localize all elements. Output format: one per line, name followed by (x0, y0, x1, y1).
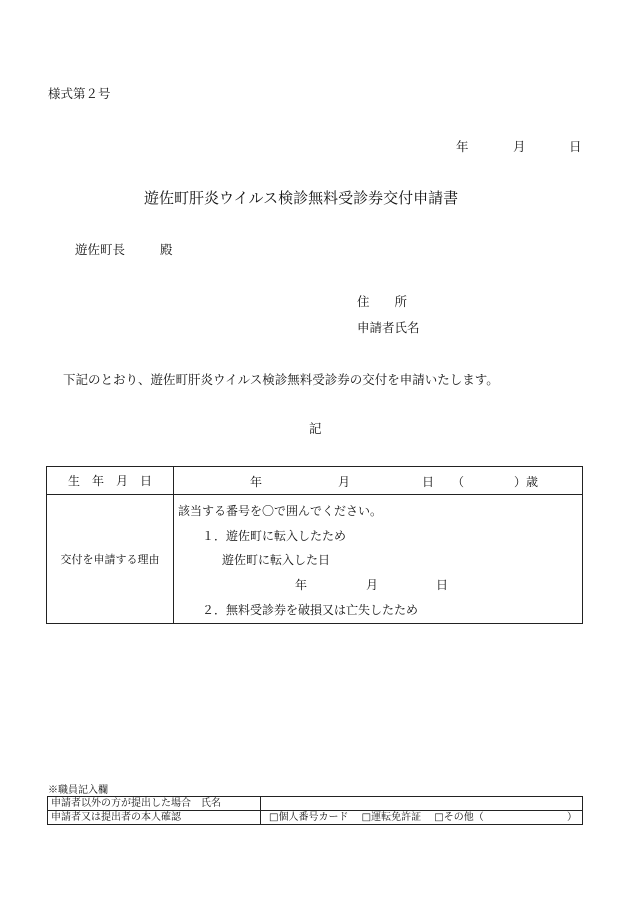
option-1-year: 年 (295, 578, 308, 592)
option-1-day: 日 (436, 578, 449, 592)
instruction-text: 該当する番号を〇で囲んでください。 (178, 504, 383, 518)
age-label: ）歳 (514, 475, 539, 489)
submitter-value-cell (261, 797, 583, 811)
identity-options-cell (261, 811, 583, 825)
addressee-name: 遊佐町長 (75, 242, 126, 257)
reason-row (47, 495, 583, 624)
request-statement: 下記のとおり、遊佐町肝炎ウイルス検診無料受診券の交付を申請いたします。 (63, 372, 499, 387)
form-number: 様式第２号 (48, 86, 111, 101)
staff-row-submitter (48, 797, 583, 811)
age-open-paren: （ (452, 475, 465, 489)
reason-label-cell (47, 495, 174, 624)
staff-row-identity (48, 811, 583, 825)
addressee-honorific: 殿 (160, 242, 173, 257)
submitter-label-cell (48, 797, 261, 811)
birthdate-label: 生 年 月 日 (67, 474, 152, 488)
applicant-name-label: 申請者氏名 (357, 320, 420, 335)
staff-table (47, 796, 583, 825)
date-year: 年 (456, 139, 469, 154)
option-1-month: 月 (366, 578, 379, 592)
reason-label: 交付を申請する理由 (60, 553, 160, 566)
ki-heading: 記 (309, 421, 322, 436)
address-label: 住 所 (357, 294, 408, 309)
option-1: １．遊佐町に転入したため (202, 529, 347, 543)
birth-day-label: 日 (422, 475, 435, 489)
option-2: ２．無料受診券を破損又は亡失したため (202, 603, 419, 617)
application-table (46, 466, 583, 624)
birthdate-value-cell (174, 467, 583, 495)
other-close-paren: ） (567, 812, 577, 823)
birth-year-label: 年 (250, 475, 263, 489)
identity-label: 申請者又は提出者の本人確認 (51, 812, 181, 823)
date-month: 月 (513, 139, 526, 154)
document-title: 遊佐町肝炎ウイルス検診無料受診券交付申請書 (144, 189, 459, 207)
birthdate-label-cell (47, 467, 174, 495)
submitter-label: 申請者以外の方が提出した場合 氏名 (51, 798, 221, 809)
birthdate-row (47, 467, 583, 495)
option-1-subtext: 遊佐町に転入した日 (222, 553, 331, 567)
reason-content-cell (174, 495, 583, 624)
staff-section-heading: ※職員記入欄 (48, 785, 108, 796)
checkbox-my-number-card: □個人番号カード (269, 812, 349, 823)
birth-month-label: 月 (338, 475, 351, 489)
identity-label-cell (48, 811, 261, 825)
checkbox-drivers-license: □運転免許証 (361, 812, 422, 823)
date-day: 日 (569, 139, 582, 154)
checkbox-other: □その他（ (434, 812, 484, 823)
